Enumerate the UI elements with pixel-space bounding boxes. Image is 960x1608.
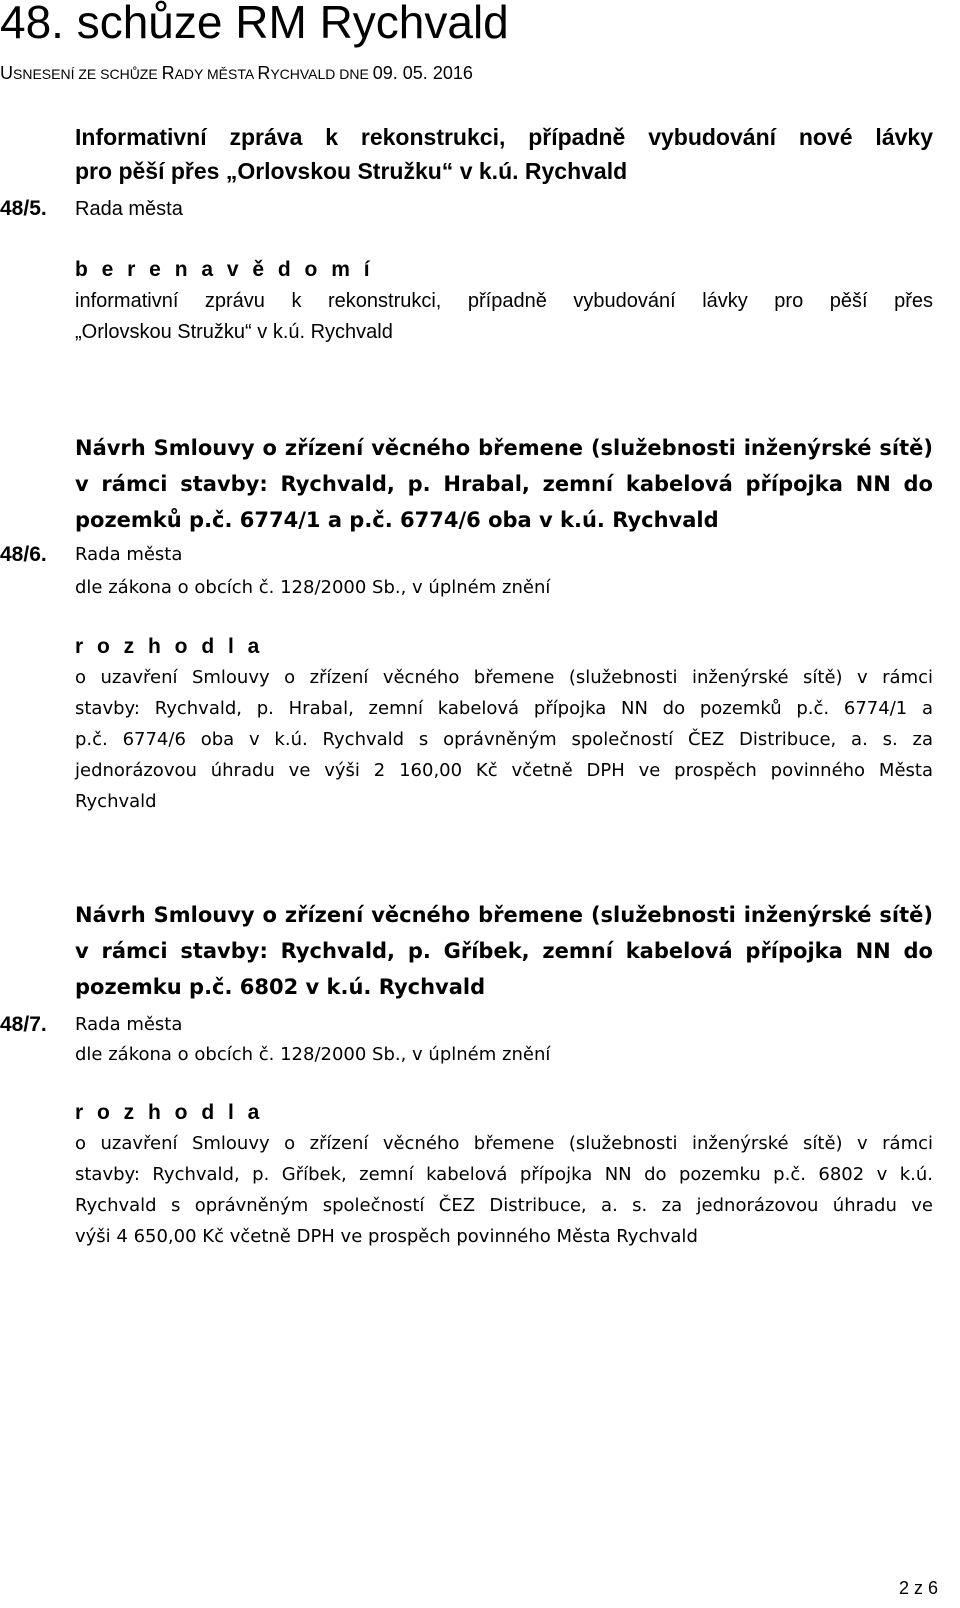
page-number: 2 z 6 [898,1578,938,1598]
resolution-number: 48/7. [0,1013,47,1036]
council-label: Rada města [75,1014,183,1035]
subtitle-initial: U [0,63,13,83]
resolution-heading: v rámci stavby: Rychvald, p. Hrabal, zemní kabelová přípojka NN do [75,472,933,496]
subtitle-text: ADY MĚSTA [174,66,258,82]
resolution-text-line: Rychvald [75,791,157,812]
resolution-heading: v rámci stavby: Rychvald, p. Gříbek, zemní kabelová přípojka NN do [75,939,933,963]
resolution-heading: pozemku p.č. 6802 v k.ú. Rychvald [75,975,486,999]
resolution-text-line: stavby: Rychvald, p. Hrabal, zemní kabelová přípojka NN do pozemků p.č. 6774/1 a [75,698,933,719]
legal-basis: dle zákona o obcích č. 128/2000 Sb., v úplném znění [75,1044,551,1065]
council-label: Rada města [75,198,183,220]
resolution-number: 48/6. [0,543,47,566]
resolution-heading: pro pěší přes „Orlovskou Stružku“ v k.ú. Rychvald [75,158,628,184]
resolution-text-line: výši 4 650,00 Kč včetně DPH ve prospěch povinného Města Rychvald [75,1226,698,1247]
resolution-text-line: jednorázovou úhradu ve výši 2 160,00 Kč včetně DPH ve prospěch povinného Města [75,760,933,781]
subtitle-text: YCHVALD DNE [270,66,373,82]
decision-word: b e r e n a v ě d o m í [75,258,373,281]
resolution-text-line: o uzavření Smlouvy o zřízení věcného břemene (služebnosti inženýrské sítě) v rámci [75,1133,933,1154]
page-title: 48. schůze RM Rychvald [0,0,509,48]
meeting-date: 09. 05. 2016 [372,63,473,83]
subtitle-initial: R [161,63,175,83]
resolution-text-line: p.č. 6774/6 oba v k.ú. Rychvald s oprávněným společností ČEZ Distribuce, a. s. za [75,729,933,750]
council-label: Rada města [75,544,183,565]
subtitle-initial: R [257,63,271,83]
decision-word: r o z h o d l a [75,1101,264,1124]
resolution-text-line: stavby: Rychvald, p. Gříbek, zemní kabelová přípojka NN do pozemku p.č. 6802 v k.ú. [75,1164,933,1185]
resolution-heading: Informativní zpráva k rekonstrukci, případně vybudování nové lávky [75,124,933,150]
decision-word: r o z h o d l a [75,635,264,658]
resolution-text-line: informativní zprávu k rekonstrukci, případně vybudování lávky pro pěší přes [75,290,933,312]
resolution-number: 48/5. [0,197,47,220]
document-subtitle [0,61,473,86]
subtitle-text: SNESENÍ ZE SCHŮZE [13,66,162,82]
legal-basis: dle zákona o obcích č. 128/2000 Sb., v úplném znění [75,577,551,598]
resolution-text-line: Rychvald s oprávněným společností ČEZ Distribuce, a. s. za jednorázovou úhradu ve [75,1195,933,1216]
resolution-heading: Návrh Smlouvy o zřízení věcného břemene (služebnosti inženýrské sítě) [75,903,933,927]
resolution-heading: pozemků p.č. 6774/1 a p.č. 6774/6 oba v k.ú. Rychvald [75,508,719,532]
resolution-heading: Návrh Smlouvy o zřízení věcného břemene (služebnosti inženýrské sítě) [75,436,933,460]
resolution-text-line: o uzavření Smlouvy o zřízení věcného břemene (služebnosti inženýrské sítě) v rámci [75,667,933,688]
resolution-text-line: „Orlovskou Stružku“ v k.ú. Rychvald [75,321,393,343]
